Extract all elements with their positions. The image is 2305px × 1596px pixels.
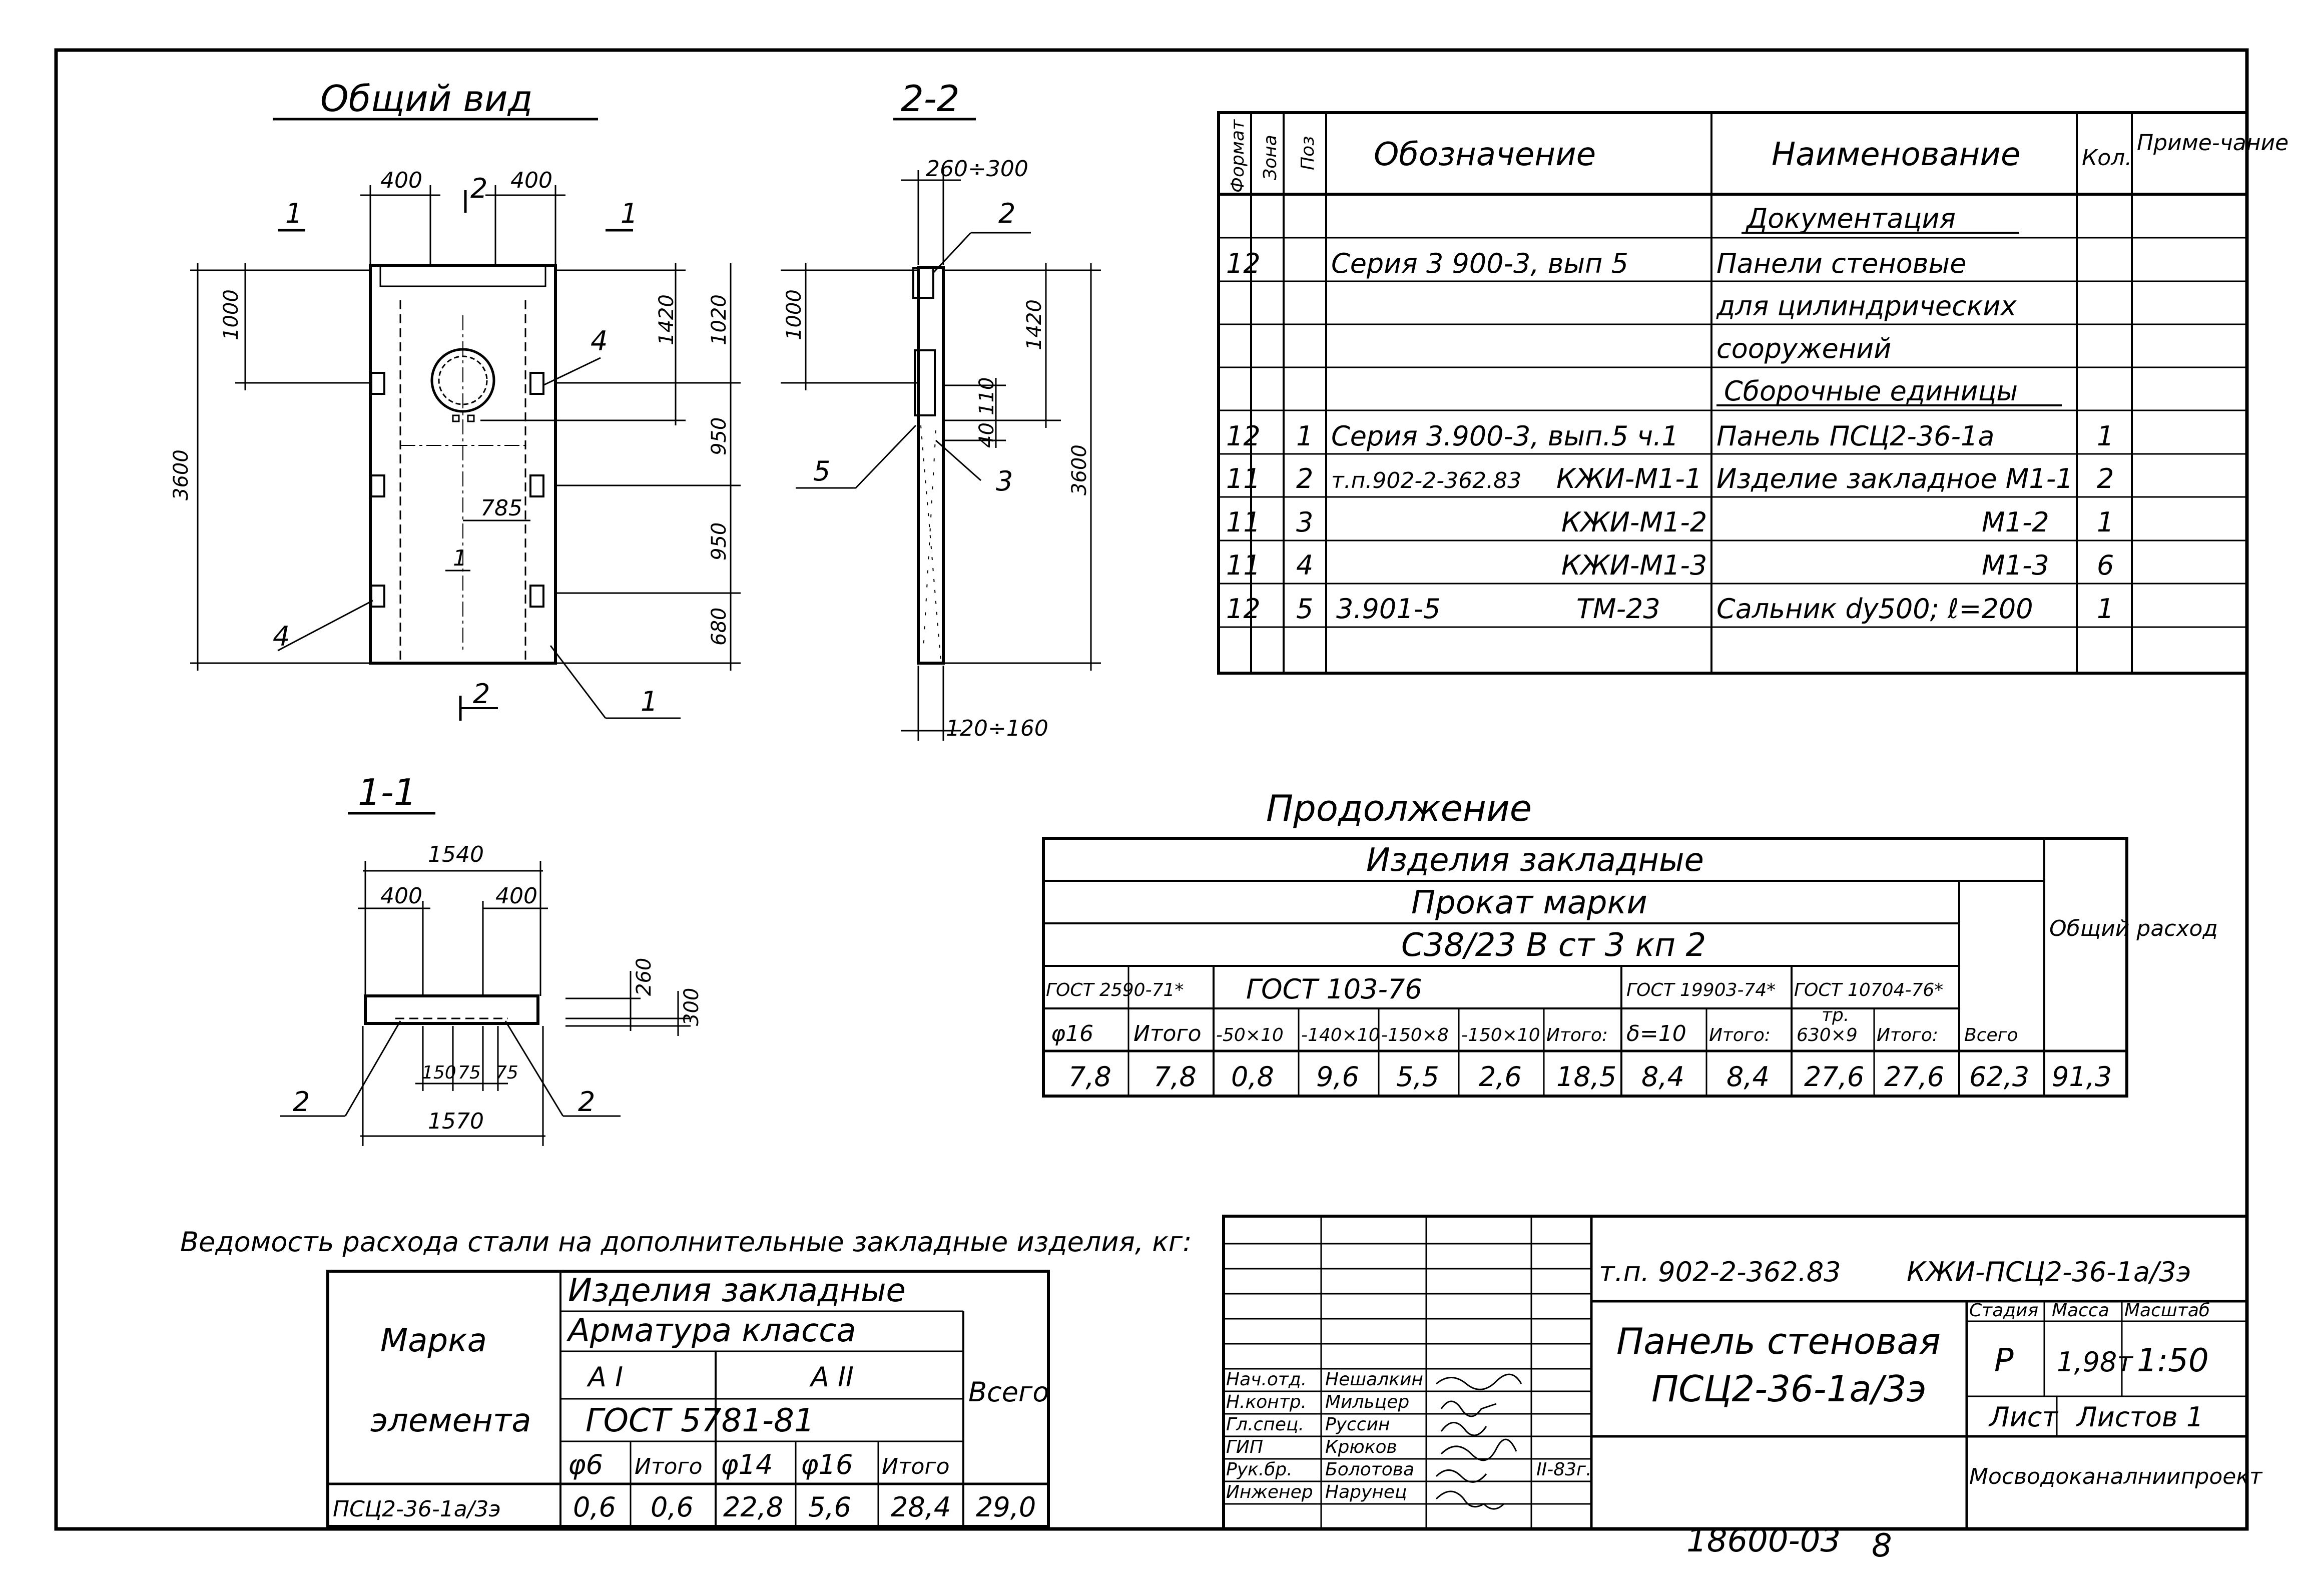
continuation-tr_note: тр. bbox=[1822, 1005, 1850, 1025]
views-section_22-dims-d1420: 1420 bbox=[1023, 299, 1046, 350]
steel-row_mark: ПСЦ2-36-1а/3э bbox=[333, 1496, 501, 1522]
steel-cols-2: φ14 bbox=[721, 1449, 773, 1480]
continuation-gost-3: ГОСТ 10704-76* bbox=[1794, 980, 1944, 1000]
title_block-mass_hdr: Масса bbox=[2052, 1300, 2109, 1321]
views-general-dims-left_3600: 3600 bbox=[170, 449, 193, 500]
title_block-names-4: Болотова bbox=[1325, 1459, 1415, 1480]
title_block-sign_date: II-83г. bbox=[1536, 1459, 1592, 1480]
continuation-cols-0: φ16 bbox=[1051, 1021, 1094, 1046]
views-section_11-dims-w1540: 1540 bbox=[428, 842, 484, 867]
continuation-values-7: 8,4 bbox=[1641, 1061, 1684, 1093]
views-section_11-dims-l400: 400 bbox=[380, 883, 422, 909]
continuation-cols-7: δ=10 bbox=[1626, 1021, 1686, 1046]
continuation-h2: Прокат марки bbox=[1411, 884, 1647, 921]
spec-rows-0-fmt: 12 bbox=[1226, 248, 1261, 279]
spec-rows-0-code: Серия 3 900-3, вып 5 bbox=[1331, 248, 1628, 279]
views-general-dims-top_left: 400 bbox=[380, 168, 422, 193]
views-general-callouts-c4_top: 4 bbox=[591, 325, 608, 357]
views-general-dims-left_1000: 1000 bbox=[220, 289, 243, 340]
continuation-title: Продолжение bbox=[1266, 787, 1532, 829]
views-section_11-callouts-c2_left: 2 bbox=[293, 1086, 310, 1118]
steel-h1: Изделия закладные bbox=[568, 1272, 906, 1309]
views-section_11-dims-r400: 400 bbox=[495, 883, 537, 909]
title_block-sheet_hdr: Лист bbox=[1989, 1401, 2058, 1433]
steel-statement-title: Ведомость расхода стали на дополнительные закладные изделия, кг: bbox=[180, 1226, 1192, 1258]
spec-headers-1: Зона bbox=[1260, 135, 1281, 180]
spec-rows-2-name: сооружений bbox=[1716, 333, 1892, 364]
continuation-values-11: 62,3 bbox=[1969, 1061, 2030, 1093]
views-general-section_marks-s1_right: 1 bbox=[621, 198, 638, 229]
continuation-cols-4: -150×8 bbox=[1381, 1025, 1449, 1045]
continuation-table bbox=[1043, 787, 2218, 1096]
spec-rows-5-name: М1-2 bbox=[1982, 506, 2049, 538]
views-general-dims-top_right: 400 bbox=[510, 168, 552, 193]
title_block-names-0: Нешалкин bbox=[1325, 1369, 1423, 1390]
title_block-roles-4: Рук.бр. bbox=[1226, 1459, 1293, 1480]
views-section_22-dims-d1000: 1000 bbox=[783, 289, 806, 340]
title_block-stage: Р bbox=[1994, 1342, 2014, 1379]
views-general-dims-right_1420: 1420 bbox=[655, 294, 678, 345]
spec-rows-3-fmt: 12 bbox=[1226, 420, 1261, 452]
footer-number: 18600-03 bbox=[1686, 1522, 1841, 1559]
views-section_11-callouts-c2_right: 2 bbox=[578, 1086, 596, 1118]
steel-cols-3: φ16 bbox=[801, 1449, 853, 1480]
continuation-values-2: 0,8 bbox=[1231, 1061, 1274, 1093]
section-1-1-plan bbox=[365, 996, 538, 1023]
continuation-gost-0: ГОСТ 2590-71* bbox=[1046, 980, 1184, 1000]
views-section_11-dims-w1570: 1570 bbox=[428, 1109, 484, 1134]
continuation-total_hdr: Общий расход bbox=[2049, 916, 2218, 941]
steel-cols-0: φ6 bbox=[568, 1449, 603, 1480]
spec-rows-6-name: М1-3 bbox=[1982, 550, 2049, 581]
spec-rows-4-name: Изделие закладное М1-1 bbox=[1716, 463, 2073, 494]
views-general-callouts-c1: 1 bbox=[641, 686, 658, 717]
continuation-values-3: 9,6 bbox=[1316, 1061, 1359, 1093]
steel-class_a1: А I bbox=[588, 1361, 624, 1393]
title_block-names-1: Мильцер bbox=[1325, 1392, 1410, 1412]
views-section_22-dims-top: 260÷300 bbox=[926, 156, 1028, 182]
views-section_22-dims-bottom: 120÷160 bbox=[946, 716, 1048, 741]
steel-cols-4: Итого bbox=[882, 1454, 950, 1479]
views-general-dims-right_1020: 1020 bbox=[708, 294, 731, 345]
spec-rows-3-name: Панель ПСЦ2-36-1а bbox=[1716, 420, 1995, 452]
title_block-sheets_hdr: Листов 1 bbox=[2077, 1401, 2204, 1433]
title_block-project: т.п. 902-2-362.83 bbox=[1599, 1256, 1841, 1288]
views-general-dims-right_950a: 950 bbox=[708, 417, 731, 455]
title_block-name_2: ПСЦ2-36-1а/3э bbox=[1651, 1368, 1927, 1410]
spec-headers-3: Обозначение bbox=[1374, 136, 1596, 173]
signature bbox=[1441, 1439, 1516, 1460]
continuation-cols-9: 630×9 bbox=[1797, 1025, 1858, 1045]
spec-rows-6-qty: 6 bbox=[2097, 550, 2114, 581]
spec-rows-7-fmt: 12 bbox=[1226, 593, 1261, 625]
views-section_11-dims-h260: 260 bbox=[633, 957, 656, 996]
continuation-cols-8: Итого: bbox=[1709, 1025, 1771, 1045]
signature bbox=[1436, 1374, 1521, 1389]
title_block-roles-2: Гл.спец. bbox=[1226, 1414, 1304, 1435]
views-section_22-callouts-c5: 5 bbox=[813, 455, 831, 487]
steel-class_a2: А II bbox=[811, 1361, 854, 1393]
signature bbox=[1436, 1491, 1504, 1509]
steel-values-1: 0,6 bbox=[651, 1491, 694, 1523]
spec-headers-4: Наименование bbox=[1772, 136, 2021, 173]
spec-rows-0-name: Панели стеновые bbox=[1716, 248, 1967, 279]
continuation-values-6: 18,5 bbox=[1556, 1061, 1617, 1093]
spec-rows-4-pos: 2 bbox=[1296, 463, 1314, 494]
continuation-h3: С38/23 В ст 3 кп 2 bbox=[1401, 927, 1706, 964]
views-section_22-dims-d110: 110 bbox=[975, 377, 998, 415]
title_block-roles-5: Инженер bbox=[1226, 1482, 1313, 1502]
steel-cols-1: Итого bbox=[635, 1454, 703, 1479]
views-general-section_marks-s2_bottom: 2 bbox=[473, 678, 490, 710]
spec-sections-doc: Документация bbox=[1747, 203, 1956, 234]
continuation-values-5: 2,6 bbox=[1479, 1061, 1522, 1093]
steel-h2: Арматура класса bbox=[568, 1312, 856, 1349]
steel-values-5: 29,0 bbox=[976, 1491, 1036, 1523]
spec-rows-5-pos: 3 bbox=[1296, 506, 1314, 538]
title_block-scale: 1:50 bbox=[2137, 1342, 2209, 1379]
continuation-cols-1: Итого bbox=[1133, 1021, 1202, 1046]
views-section_22-callouts-c3: 3 bbox=[996, 465, 1013, 497]
views-general-dims-right_680: 680 bbox=[708, 607, 731, 646]
spec-rows-5-mark: КЖИ-М1-2 bbox=[1561, 506, 1707, 538]
title_block-mass: 1,98т bbox=[2057, 1346, 2133, 1378]
continuation-gost-1: ГОСТ 103-76 bbox=[1246, 973, 1422, 1005]
spec-rows-4-fmt: 11 bbox=[1226, 463, 1261, 494]
continuation-h1: Изделия закладные bbox=[1366, 842, 1704, 879]
continuation-cols-3: -140×10 bbox=[1301, 1025, 1380, 1045]
views-general-dims-right_950b: 950 bbox=[708, 522, 731, 561]
title_block-code: КЖИ-ПСЦ2-36-1а/3э bbox=[1907, 1256, 2191, 1288]
section-2-2-panel bbox=[918, 268, 943, 663]
section-2-2 bbox=[781, 78, 1101, 741]
spec-rows-3-qty: 1 bbox=[2097, 420, 2114, 452]
spec-headers-6: Приме-чание bbox=[2137, 130, 2289, 156]
title_block-roles-1: Н.контр. bbox=[1226, 1392, 1307, 1412]
continuation-values-0: 7,8 bbox=[1068, 1061, 1111, 1093]
spec-rows-4-qty: 2 bbox=[2097, 463, 2114, 494]
spec-rows-7-pos: 5 bbox=[1296, 593, 1314, 625]
steel-mark_hdr_1: Марка bbox=[380, 1322, 487, 1359]
section-1-1-title: 1-1 bbox=[358, 771, 417, 813]
spec-rows-6-mark: КЖИ-М1-3 bbox=[1561, 550, 1707, 581]
continuation-cols-5: -150×10 bbox=[1461, 1025, 1540, 1045]
views-section_22-dims-d40: 40 bbox=[975, 422, 998, 448]
general-view-title: Общий вид bbox=[320, 78, 533, 120]
views-section_22-callouts-c2: 2 bbox=[998, 198, 1016, 229]
views-section_11-dims-d150: 150 bbox=[422, 1062, 456, 1083]
continuation-values-9: 27,6 bbox=[1804, 1061, 1865, 1093]
spec-rows-7-code: 3.901-5 bbox=[1336, 593, 1441, 625]
steel-mark_hdr_2: элемента bbox=[370, 1402, 531, 1439]
spec-rows-4-mark: КЖИ-М1-1 bbox=[1556, 463, 1702, 494]
views-general-callouts-c4_bottom: 4 bbox=[273, 621, 290, 652]
title_block-roles-0: Нач.отд. bbox=[1226, 1369, 1307, 1390]
spec-rows-3-code: Серия 3.900-3, вып.5 ч.1 bbox=[1331, 420, 1679, 452]
steel-values-3: 5,6 bbox=[808, 1491, 851, 1523]
spec-rows-7-name: Сальник dy500; ℓ=200 bbox=[1716, 593, 2033, 625]
title_block-name_1: Панель стеновая bbox=[1616, 1320, 1941, 1362]
steel-gost: ГОСТ 5781-81 bbox=[586, 1402, 815, 1439]
title_block-names-5: Нарунец bbox=[1325, 1482, 1407, 1502]
title_block-scale_hdr: Масштаб bbox=[2124, 1300, 2210, 1321]
spec-table bbox=[1219, 113, 2288, 673]
views-section_11-dims-d75a: 75 bbox=[458, 1062, 481, 1083]
steel-total_hdr: Всего bbox=[968, 1376, 1049, 1408]
continuation-cols-11: Всего bbox=[1964, 1025, 2018, 1045]
spec-sections-units: Сборочные единицы bbox=[1724, 375, 2018, 407]
title-block bbox=[1224, 1216, 2263, 1529]
steel-statement bbox=[180, 1226, 1192, 1526]
title_block-roles-3: ГИП bbox=[1226, 1437, 1264, 1457]
spec-rows-1-name: для цилиндрических bbox=[1716, 290, 2017, 322]
spec-rows-4-code: т.п.902-2-362.83 bbox=[1331, 468, 1522, 493]
continuation-values-1: 7,8 bbox=[1154, 1061, 1197, 1093]
views-section_11-dims-h300: 300 bbox=[680, 987, 703, 1026]
views-general-callouts-center_1: 1 bbox=[453, 546, 467, 571]
spec-rows-5-qty: 1 bbox=[2097, 506, 2114, 538]
general-view bbox=[170, 78, 741, 721]
steel-values-0: 0,6 bbox=[573, 1491, 616, 1523]
spec-rows-7-mark: ТМ-23 bbox=[1576, 593, 1660, 625]
title_block-org: Мосводоканалниипроект bbox=[1969, 1464, 2262, 1489]
continuation-values-12: 91,3 bbox=[2052, 1061, 2112, 1093]
steel-values-2: 22,8 bbox=[723, 1491, 784, 1523]
views-section_22-dims-d3600: 3600 bbox=[1068, 444, 1091, 495]
continuation-gost-2: ГОСТ 19903-74* bbox=[1626, 980, 1776, 1000]
signature bbox=[1441, 1423, 1486, 1436]
continuation-values-8: 8,4 bbox=[1726, 1061, 1770, 1093]
continuation-values-4: 5,5 bbox=[1396, 1061, 1439, 1093]
continuation-cols-6: Итого: bbox=[1546, 1025, 1608, 1045]
continuation-cols-2: -50×10 bbox=[1216, 1025, 1284, 1045]
continuation-cols-10: Итого: bbox=[1877, 1025, 1938, 1045]
signature bbox=[1436, 1470, 1486, 1482]
views-general-section_marks-s2_top: 2 bbox=[470, 173, 488, 204]
steel-values-4: 28,4 bbox=[891, 1491, 951, 1523]
spec-rows-5-fmt: 11 bbox=[1226, 506, 1261, 538]
title_block-names-3: Крюков bbox=[1325, 1437, 1397, 1457]
views-general-section_marks-s1_left: 1 bbox=[285, 198, 303, 229]
title_block-stage_hdr: Стадия bbox=[1969, 1300, 2039, 1321]
spec-headers-5: Кол. bbox=[2082, 145, 2132, 171]
views-general-dims-center_785: 785 bbox=[480, 495, 522, 521]
footer-sheet: 8 bbox=[1872, 1527, 1892, 1564]
section-1-1 bbox=[280, 771, 703, 1146]
spec-rows-3-pos: 1 bbox=[1296, 420, 1314, 452]
title_block-names-2: Руссин bbox=[1325, 1414, 1390, 1435]
spec-rows-6-fmt: 11 bbox=[1226, 550, 1261, 581]
views-section_11-dims-d75b: 75 bbox=[495, 1062, 518, 1083]
spec-rows-7-qty: 1 bbox=[2097, 593, 2114, 625]
spec-headers-2: Поз bbox=[1298, 136, 1318, 170]
spec-headers-0: Формат bbox=[1228, 119, 1248, 193]
continuation-values-10: 27,6 bbox=[1884, 1061, 1945, 1093]
section-2-2-title: 2-2 bbox=[901, 78, 960, 120]
spec-rows-6-pos: 4 bbox=[1296, 550, 1314, 581]
